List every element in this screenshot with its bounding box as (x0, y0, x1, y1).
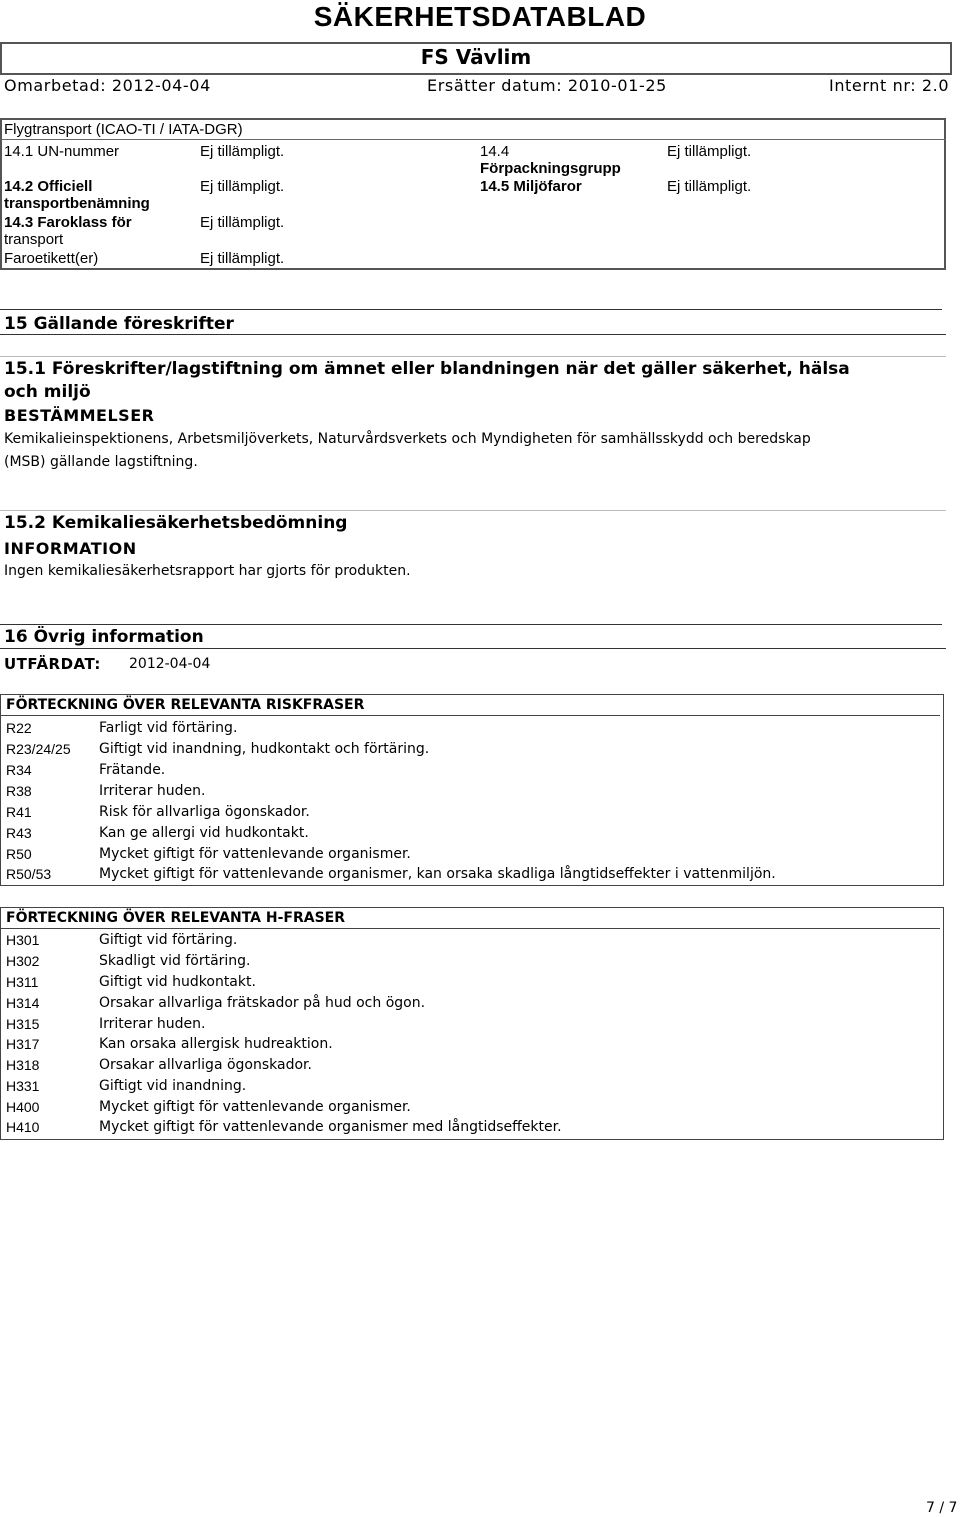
section-15-rule-top (0, 309, 942, 310)
risk-phrases-title: FÖRTECKNING ÖVER RELEVANTA RISKFRASER (6, 697, 365, 713)
document-title: SÄKERHETSDATABLAD (313, 1, 647, 32)
env-hazards-value: Ej tillämpligt. (667, 178, 752, 195)
subsection-15-2-rule (0, 510, 946, 511)
h-phrase-text: Irriterar huden. (99, 1016, 206, 1032)
packing-group-value: Ej tillämpligt. (667, 143, 752, 160)
issued-label: UTFÄRDAT: (4, 655, 101, 673)
risk-phrase-code: R43 (6, 825, 32, 841)
h-phrases-title: FÖRTECKNING ÖVER RELEVANTA H-FRASER (6, 910, 346, 926)
risk-phrase-code: R50/53 (6, 866, 52, 882)
risk-phrase-text: Kan ge allergi vid hudkontakt. (99, 825, 309, 841)
provisions-text-line1: Kemikalieinspektionens, Arbetsmiljöverkets, Naturvårdsverkets och Myndigheten för samhällsskydd och beredskap (4, 431, 811, 447)
h-phrase-code: H301 (6, 932, 40, 948)
information-text: Ingen kemikaliesäkerhetsrapport har gjorts för produkten. (4, 563, 411, 579)
transport-heading: Flygtransport (ICAO-TI / IATA-DGR) (4, 121, 243, 138)
h-phrases-divider (0, 928, 940, 929)
hazard-labels-value: Ej tillämpligt. (200, 250, 285, 267)
section-15-title: 15 Gällande föreskrifter (4, 314, 234, 334)
subsection-15-1-title-line2: och miljö (4, 382, 91, 402)
h-phrase-code: H318 (6, 1057, 40, 1073)
shipping-name-label-line1: 14.2 Officiell (4, 178, 93, 195)
shipping-name-value: Ej tillämpligt. (200, 178, 285, 195)
h-phrase-code: H331 (6, 1078, 40, 1094)
risk-phrase-text: Mycket giftigt för vattenlevande organismer, kan orsaka skadliga långtidseffekter i vattenmiljön. (99, 866, 776, 882)
h-phrase-code: H400 (6, 1099, 40, 1115)
provisions-text-line2: (MSB) gällande lagstiftning. (4, 454, 198, 470)
h-phrase-code: H315 (6, 1016, 40, 1032)
h-phrase-code: H302 (6, 953, 40, 969)
hazard-class-label-line2: transport (4, 231, 64, 248)
risk-phrase-code: R23/24/25 (6, 741, 71, 757)
subsection-15-1-rule (0, 356, 946, 357)
information-heading: INFORMATION (4, 539, 137, 558)
internal-number: Internt nr: 2.0 (829, 76, 950, 95)
packing-group-label-line1: 14.4 (480, 143, 510, 160)
h-phrase-text: Mycket giftigt för vattenlevande organismer. (99, 1099, 411, 1115)
h-phrase-text: Kan orsaka allergisk hudreaktion. (99, 1036, 333, 1052)
h-phrase-text: Giftigt vid förtäring. (99, 932, 238, 948)
risk-phrase-code: R41 (6, 804, 32, 820)
risk-phrase-code: R38 (6, 783, 32, 799)
h-phrase-text: Skadligt vid förtäring. (99, 953, 251, 969)
h-phrase-code: H311 (6, 974, 39, 990)
risk-phrases-divider (0, 715, 940, 716)
transport-table (0, 118, 946, 270)
h-phrase-text: Giftigt vid hudkontakt. (99, 974, 256, 990)
risk-phrase-code: R50 (6, 846, 32, 862)
h-phrase-code: H314 (6, 995, 40, 1011)
page-number: 7 / 7 (926, 1500, 958, 1516)
h-phrase-text: Giftigt vid inandning. (99, 1078, 247, 1094)
risk-phrase-text: Mycket giftigt för vattenlevande organismer. (99, 846, 411, 862)
h-phrase-text: Orsakar allvarliga ögonskador. (99, 1057, 312, 1073)
hazard-labels-label: Faroetikett(er) (4, 250, 99, 267)
h-phrase-code: H410 (6, 1119, 40, 1135)
provisions-heading: BESTÄMMELSER (4, 406, 155, 425)
un-number-label: 14.1 UN-nummer (4, 143, 120, 160)
risk-phrase-code: R34 (6, 762, 32, 778)
risk-phrase-text: Farligt vid förtäring. (99, 720, 238, 736)
risk-phrase-text: Irriterar huden. (99, 783, 206, 799)
shipping-name-label-line2: transportbenämning (4, 195, 150, 212)
h-phrase-text: Mycket giftigt för vattenlevande organismer med långtidseffekter. (99, 1119, 562, 1135)
transport-table-divider (0, 139, 946, 140)
h-phrase-text: Orsakar allvarliga frätskador på hud och ögon. (99, 995, 426, 1011)
risk-phrase-text: Frätande. (99, 762, 166, 778)
section-16-title: 16 Övrig information (4, 627, 204, 647)
subsection-15-2-title: 15.2 Kemikaliesäkerhetsbedömning (4, 513, 348, 533)
env-hazards-label: 14.5 Miljöfaror (480, 178, 582, 195)
revised-date: Omarbetad: 2012-04-04 (4, 76, 211, 95)
risk-phrase-text: Giftigt vid inandning, hudkontakt och förtäring. (99, 741, 430, 757)
risk-phrase-code: R22 (6, 720, 32, 736)
section-16-rule-bottom (0, 648, 946, 649)
section-15-rule-bottom (0, 334, 946, 335)
h-phrase-code: H317 (6, 1036, 40, 1052)
packing-group-label-line2: Förpackningsgrupp (480, 160, 621, 177)
un-number-value: Ej tillämpligt. (200, 143, 285, 160)
section-16-rule-top (0, 624, 942, 625)
hazard-class-value: Ej tillämpligt. (200, 214, 285, 231)
issued-value: 2012-04-04 (129, 656, 211, 672)
replaces-date: Ersätter datum: 2010-01-25 (427, 76, 667, 95)
product-name: FS Vävlim (420, 45, 532, 69)
hazard-class-label-line1: 14.3 Faroklass för (4, 214, 132, 231)
risk-phrase-text: Risk för allvarliga ögonskador. (99, 804, 310, 820)
subsection-15-1-title-line1: 15.1 Föreskrifter/lagstiftning om ämnet eller blandningen när det gäller säkerhet, hälsa (4, 359, 850, 379)
